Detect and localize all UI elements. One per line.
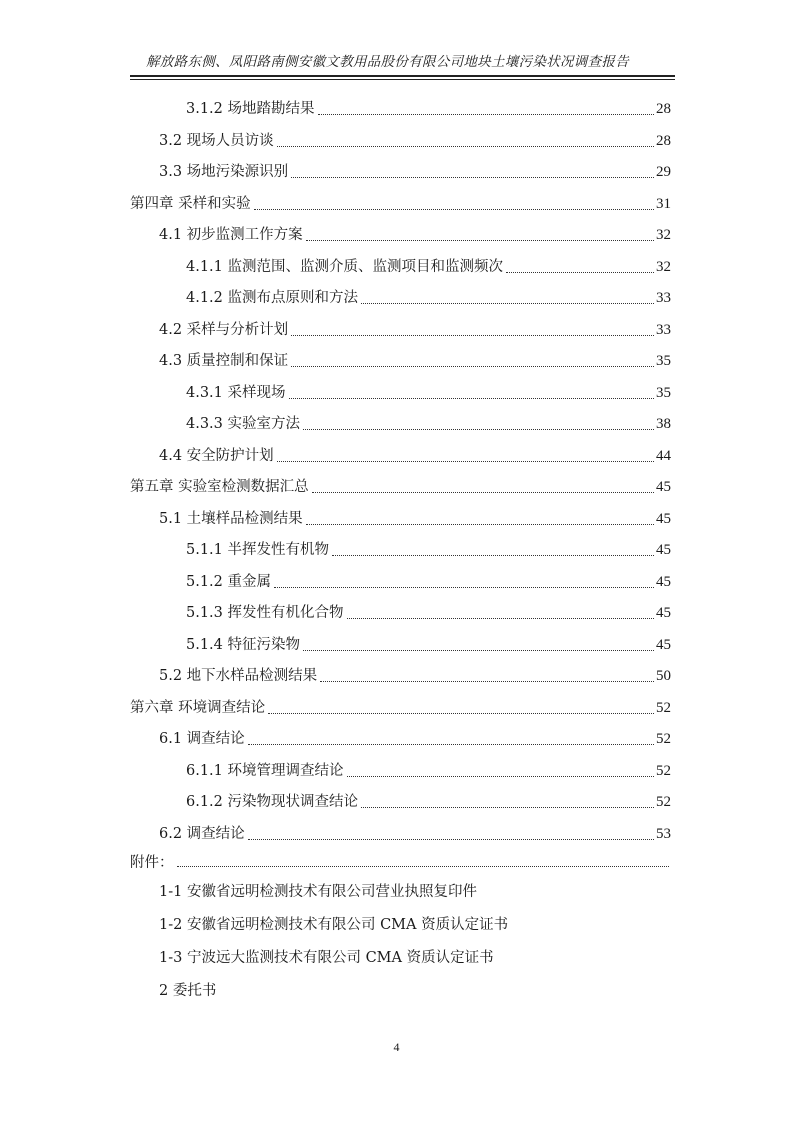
- toc-leader-dots: [291, 177, 654, 178]
- toc-entry: [186, 787, 671, 813]
- attachment-item: 1-2 安徽省远明检测技术有限公司 CMA 资质认定证书: [159, 917, 509, 933]
- toc-leader-dots: [506, 272, 654, 273]
- toc-entry: [159, 819, 671, 845]
- attachments-leader: [177, 866, 670, 867]
- toc-entry-label: 4.1 初步监测工作方案: [159, 227, 303, 243]
- toc-entry-label: 6.1.1 环境管理调查结论: [186, 762, 344, 779]
- toc-entry: [186, 756, 671, 782]
- toc-entry: [130, 693, 671, 719]
- toc-entry-label: 5.1.2 重金属: [186, 573, 272, 590]
- toc-entry-page: 50: [656, 668, 671, 684]
- toc-entry-page: 45: [656, 605, 671, 621]
- toc-leader-dots: [289, 398, 654, 399]
- toc-entry-label: 5.1.3 挥发性有机化合物: [186, 605, 344, 621]
- toc-entry-page: 52: [656, 794, 671, 810]
- toc-entry-page: 45: [656, 510, 671, 527]
- toc-entry-page: 35: [656, 384, 671, 401]
- toc-leader-dots: [361, 303, 654, 304]
- toc-entry: [159, 724, 671, 750]
- toc-entry: [186, 630, 671, 656]
- toc-entry: [130, 472, 671, 498]
- attachment-item: 2 委托书: [159, 983, 217, 999]
- toc-entry-label: 4.3 质量控制和保证: [159, 353, 289, 369]
- toc-entry-page: 29: [656, 164, 671, 180]
- toc-entry-label: 6.2 调查结论: [159, 825, 245, 842]
- toc-entry: [159, 126, 671, 152]
- toc-entry-label: 第五章 实验室检测数据汇总: [130, 479, 309, 495]
- toc-entry: [186, 598, 671, 624]
- toc-leader-dots: [274, 587, 654, 588]
- toc-entry-page: 28: [656, 132, 671, 149]
- attachment-item: 1-3 宁波远大监测技术有限公司 CMA 资质认定证书: [159, 950, 494, 966]
- toc-entry-page: 52: [656, 731, 671, 747]
- attachment-item: 1-1 安徽省远明检测技术有限公司营业执照复印件: [159, 884, 477, 900]
- toc-leader-dots: [361, 807, 654, 808]
- toc-entry-page: 45: [656, 636, 671, 653]
- toc-entry-label: 4.4 安全防护计划: [159, 447, 274, 464]
- toc-entry-label: 4.1.2 监测布点原则和方法: [186, 290, 359, 306]
- toc-entry-label: 4.2 采样与分析计划: [159, 321, 289, 338]
- toc-entry: [159, 504, 671, 530]
- toc-leader-dots: [303, 650, 654, 651]
- toc-entry-page: 53: [656, 825, 671, 842]
- toc-entry: [186, 283, 671, 309]
- toc-leader-dots: [277, 146, 654, 147]
- toc-entry: [186, 535, 671, 561]
- toc-entry-label: 第六章 环境调查结论: [130, 699, 266, 716]
- toc-entry-label: 3.2 现场人员访谈: [159, 132, 274, 149]
- toc-leader-dots: [306, 524, 654, 525]
- toc-entry-page: 44: [656, 447, 671, 464]
- toc-leader-dots: [248, 744, 654, 745]
- toc-leader-dots: [320, 681, 654, 682]
- toc-entry-page: 35: [656, 353, 671, 369]
- toc-entry: [186, 94, 671, 120]
- toc-entry: [159, 157, 671, 183]
- toc-entry-page: 45: [656, 573, 671, 590]
- toc-entry-page: 52: [656, 699, 671, 716]
- toc-entry-page: 33: [656, 321, 671, 338]
- toc-entry-label: 5.1.4 特征污染物: [186, 636, 301, 653]
- toc-entry: [159, 661, 671, 687]
- toc-entry-label: 5.1.1 半挥发性有机物: [186, 542, 330, 558]
- toc-entry-label: 5.1 土壤样品检测结果: [159, 510, 303, 527]
- toc-entry: [186, 378, 671, 404]
- toc-entry-page: 28: [656, 101, 671, 117]
- toc-leader-dots: [347, 776, 654, 777]
- toc-entry-page: 38: [656, 416, 671, 432]
- toc-entry-page: 52: [656, 762, 671, 779]
- running-header: 解放路东侧、凤阳路南侧安徽文教用品股份有限公司地块土壤污染状况调查报告: [146, 54, 629, 70]
- toc-leader-dots: [303, 429, 654, 430]
- page-number: 4: [393, 1040, 400, 1054]
- toc-entry-label: 4.1.1 监测范围、监测介质、监测项目和监测频次: [186, 258, 504, 275]
- toc-entry: [159, 315, 671, 341]
- toc-entry-page: 33: [656, 290, 671, 306]
- toc-leader-dots: [248, 839, 654, 840]
- toc-entry-label: 4.3.1 采样现场: [186, 384, 286, 401]
- toc-leader-dots: [254, 209, 654, 210]
- attachments-heading-row: [130, 846, 671, 872]
- toc-leader-dots: [277, 461, 654, 462]
- toc-entry-label: 3.1.2 场地踏勘结果: [186, 101, 315, 117]
- toc-entry: [186, 567, 671, 593]
- toc-leader-dots: [312, 492, 654, 493]
- toc-leader-dots: [306, 240, 654, 241]
- attachments-heading: 附件：: [130, 855, 174, 871]
- toc-entry-label: 6.1.2 污染物现状调查结论: [186, 794, 359, 810]
- toc-leader-dots: [332, 555, 654, 556]
- toc-entry-label: 5.2 地下水样品检测结果: [159, 668, 318, 684]
- toc-leader-dots: [291, 366, 654, 367]
- toc-entry: [130, 189, 671, 215]
- header-rule-thick: [130, 75, 675, 77]
- toc-entry-page: 32: [656, 227, 671, 243]
- toc-entry-label: 6.1 调查结论: [159, 731, 245, 747]
- toc-entry: [159, 346, 671, 372]
- toc-leader-dots: [347, 618, 654, 619]
- header-rule-thin: [130, 79, 675, 80]
- toc-entry: [159, 220, 671, 246]
- toc-entry-label: 4.3.3 实验室方法: [186, 416, 301, 432]
- toc-entry-label: 3.3 场地污染源识别: [159, 164, 289, 180]
- toc-leader-dots: [318, 114, 654, 115]
- toc-entry-page: 32: [656, 258, 671, 275]
- toc-leader-dots: [268, 713, 654, 714]
- toc-entry: [186, 252, 671, 278]
- toc-entry-label: 第四章 采样和实验: [130, 195, 251, 212]
- toc-entry-page: 31: [656, 195, 671, 212]
- toc-entry-page: 45: [656, 542, 671, 558]
- toc-entry: [186, 409, 671, 435]
- toc-leader-dots: [291, 335, 654, 336]
- toc-entry-page: 45: [656, 479, 671, 495]
- toc-entry: [159, 441, 671, 467]
